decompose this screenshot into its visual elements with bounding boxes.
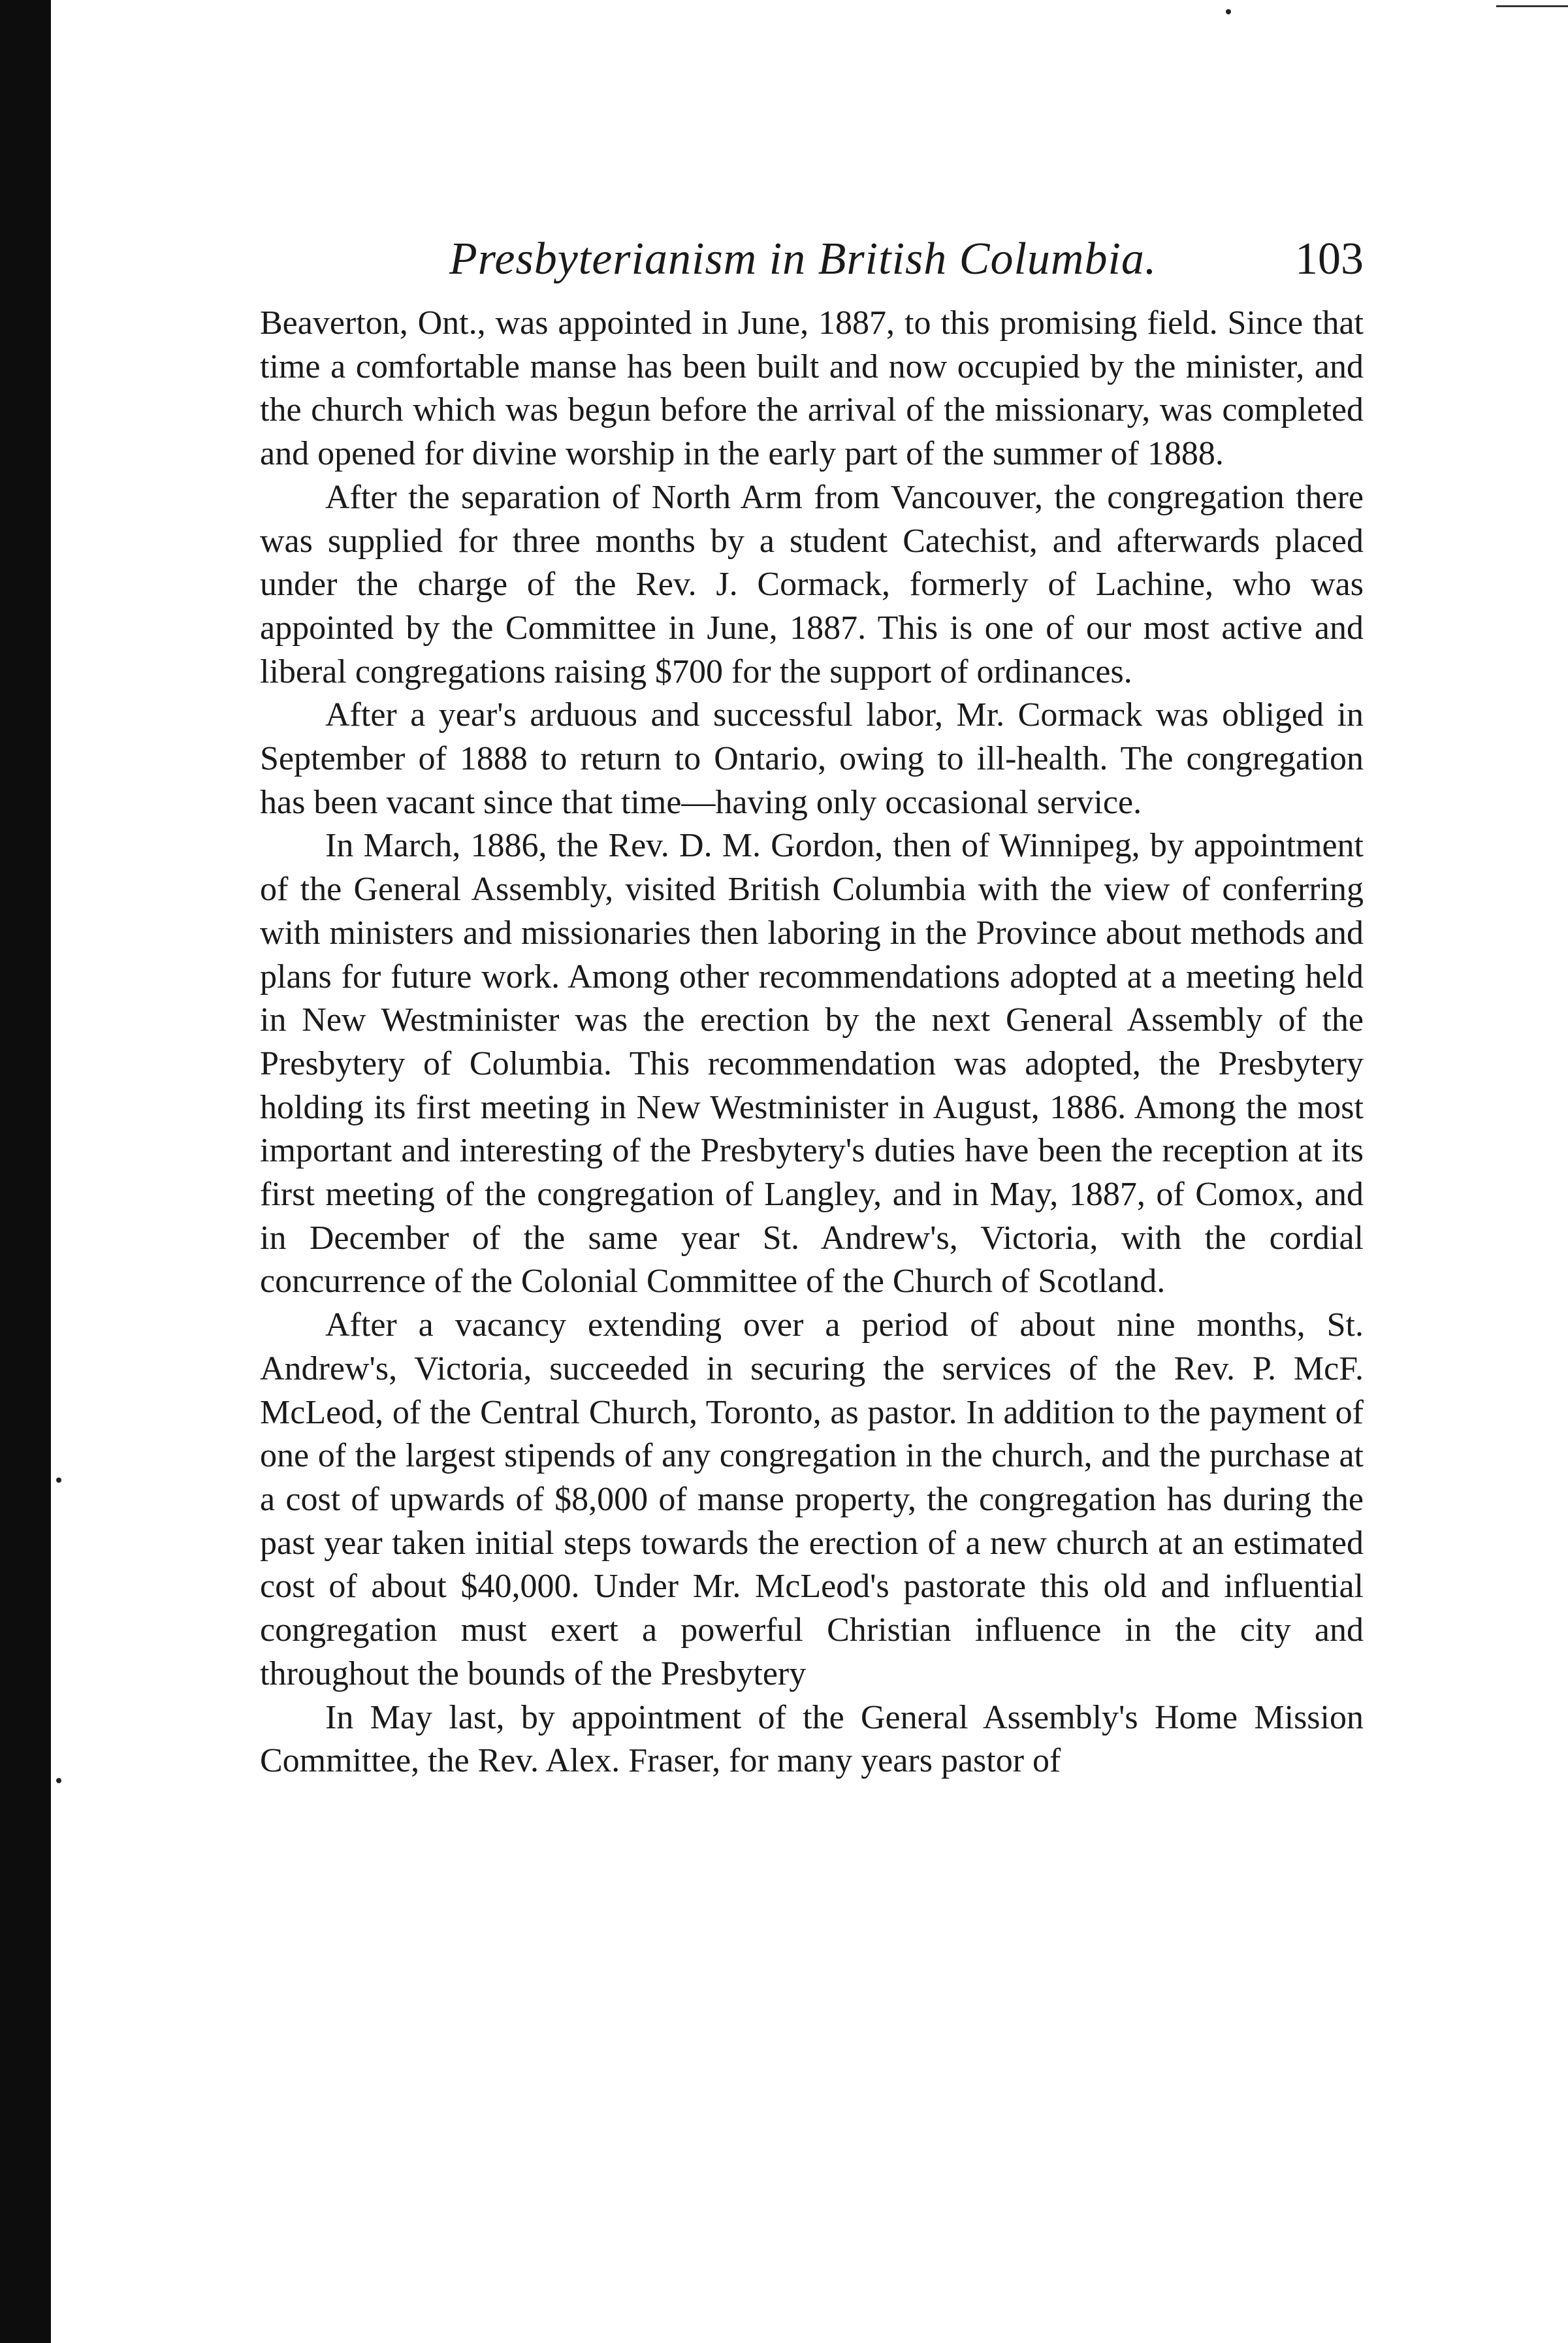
running-title: Presbyterianism in British Columbia. <box>449 234 1157 284</box>
paragraph: After a vacancy extending over a period of about nine months, St. Andrew's, Victoria, succeeded in securing the services of the Rev. P. McF. McLeod, of the Central Church, Toronto, as pastor. In addition to the payment of one of the largest stipends of any congregation in the church, and the purchase at a cost of upwards of $8,000 of manse property, the congregation has during the past year taken initial steps towards the erection of a new church at an estimated cost of about $40,000. Under Mr. McLeod's pastorate this old and influential congregation must exert a powerful Christian influence in the city and throughout the bounds of the Presbytery <box>260 1306 1364 1692</box>
paragraph: Beaverton, Ont., was appointed in June, 1887, to this promising field. Since that time a comfortable manse has been built and now occupied by the minister, and the church which was begun before the arrival of the missionary, was completed and opened for divine worship in the early part of the summer of 1888. <box>260 304 1364 473</box>
page-number: 103 <box>1295 234 1364 284</box>
scan-speck <box>56 1478 61 1483</box>
scan-edge <box>0 0 51 2343</box>
paragraph: In March, 1886, the Rev. D. M. Gordon, then of Winnipeg, by appointment of the General Assembly, visited British Columbia with the view of conferring with ministers and missionaries then laboring in the Province about methods and plans for future work. Among other recommendations adopted at a meeting held in New Westminister was the erection by the next General Assembly of the Presbytery of Columbia. This recommendation was adopted, the Presbytery holding its first meeting in New Westminister in August, 1886. Among the most important and interesting of the Presbytery's duties have been the reception at its first meeting of the congregation of Langley, and in May, 1887, of Comox, and in December of the same year St. Andrew's, Victoria, with the cordial concurrence of the Colonial Committee of the Church of Scotland. <box>260 827 1364 1301</box>
scan-speck <box>56 1778 61 1783</box>
scan-speck <box>1226 9 1231 14</box>
paragraph: After a year's arduous and successful labor, Mr. Cormack was obliged in September of 1888 to return to Ontario, owing to ill-health. The congregation has been vacant since that time—having only occasional service. <box>260 696 1364 821</box>
paragraph: After the separation of North Arm from Vancouver, the congregation there was supplied for three months by a student Catechist, and afterwards placed under the charge of the Rev. J. Cormack, formerly of Lachine, who was appointed by the Committee in June, 1887. This is one of our most active and liberal congregations raising $700 for the support of ordinances. <box>260 478 1364 690</box>
body-text <box>260 302 1364 1783</box>
page-header <box>260 230 1364 289</box>
paragraph: In May last, by appointment of the General Assembly's Home Mission Committee, the Rev. Alex. Fraser, for many years pastor of <box>260 1698 1364 1780</box>
scan-corner-mark <box>1496 5 1568 7</box>
